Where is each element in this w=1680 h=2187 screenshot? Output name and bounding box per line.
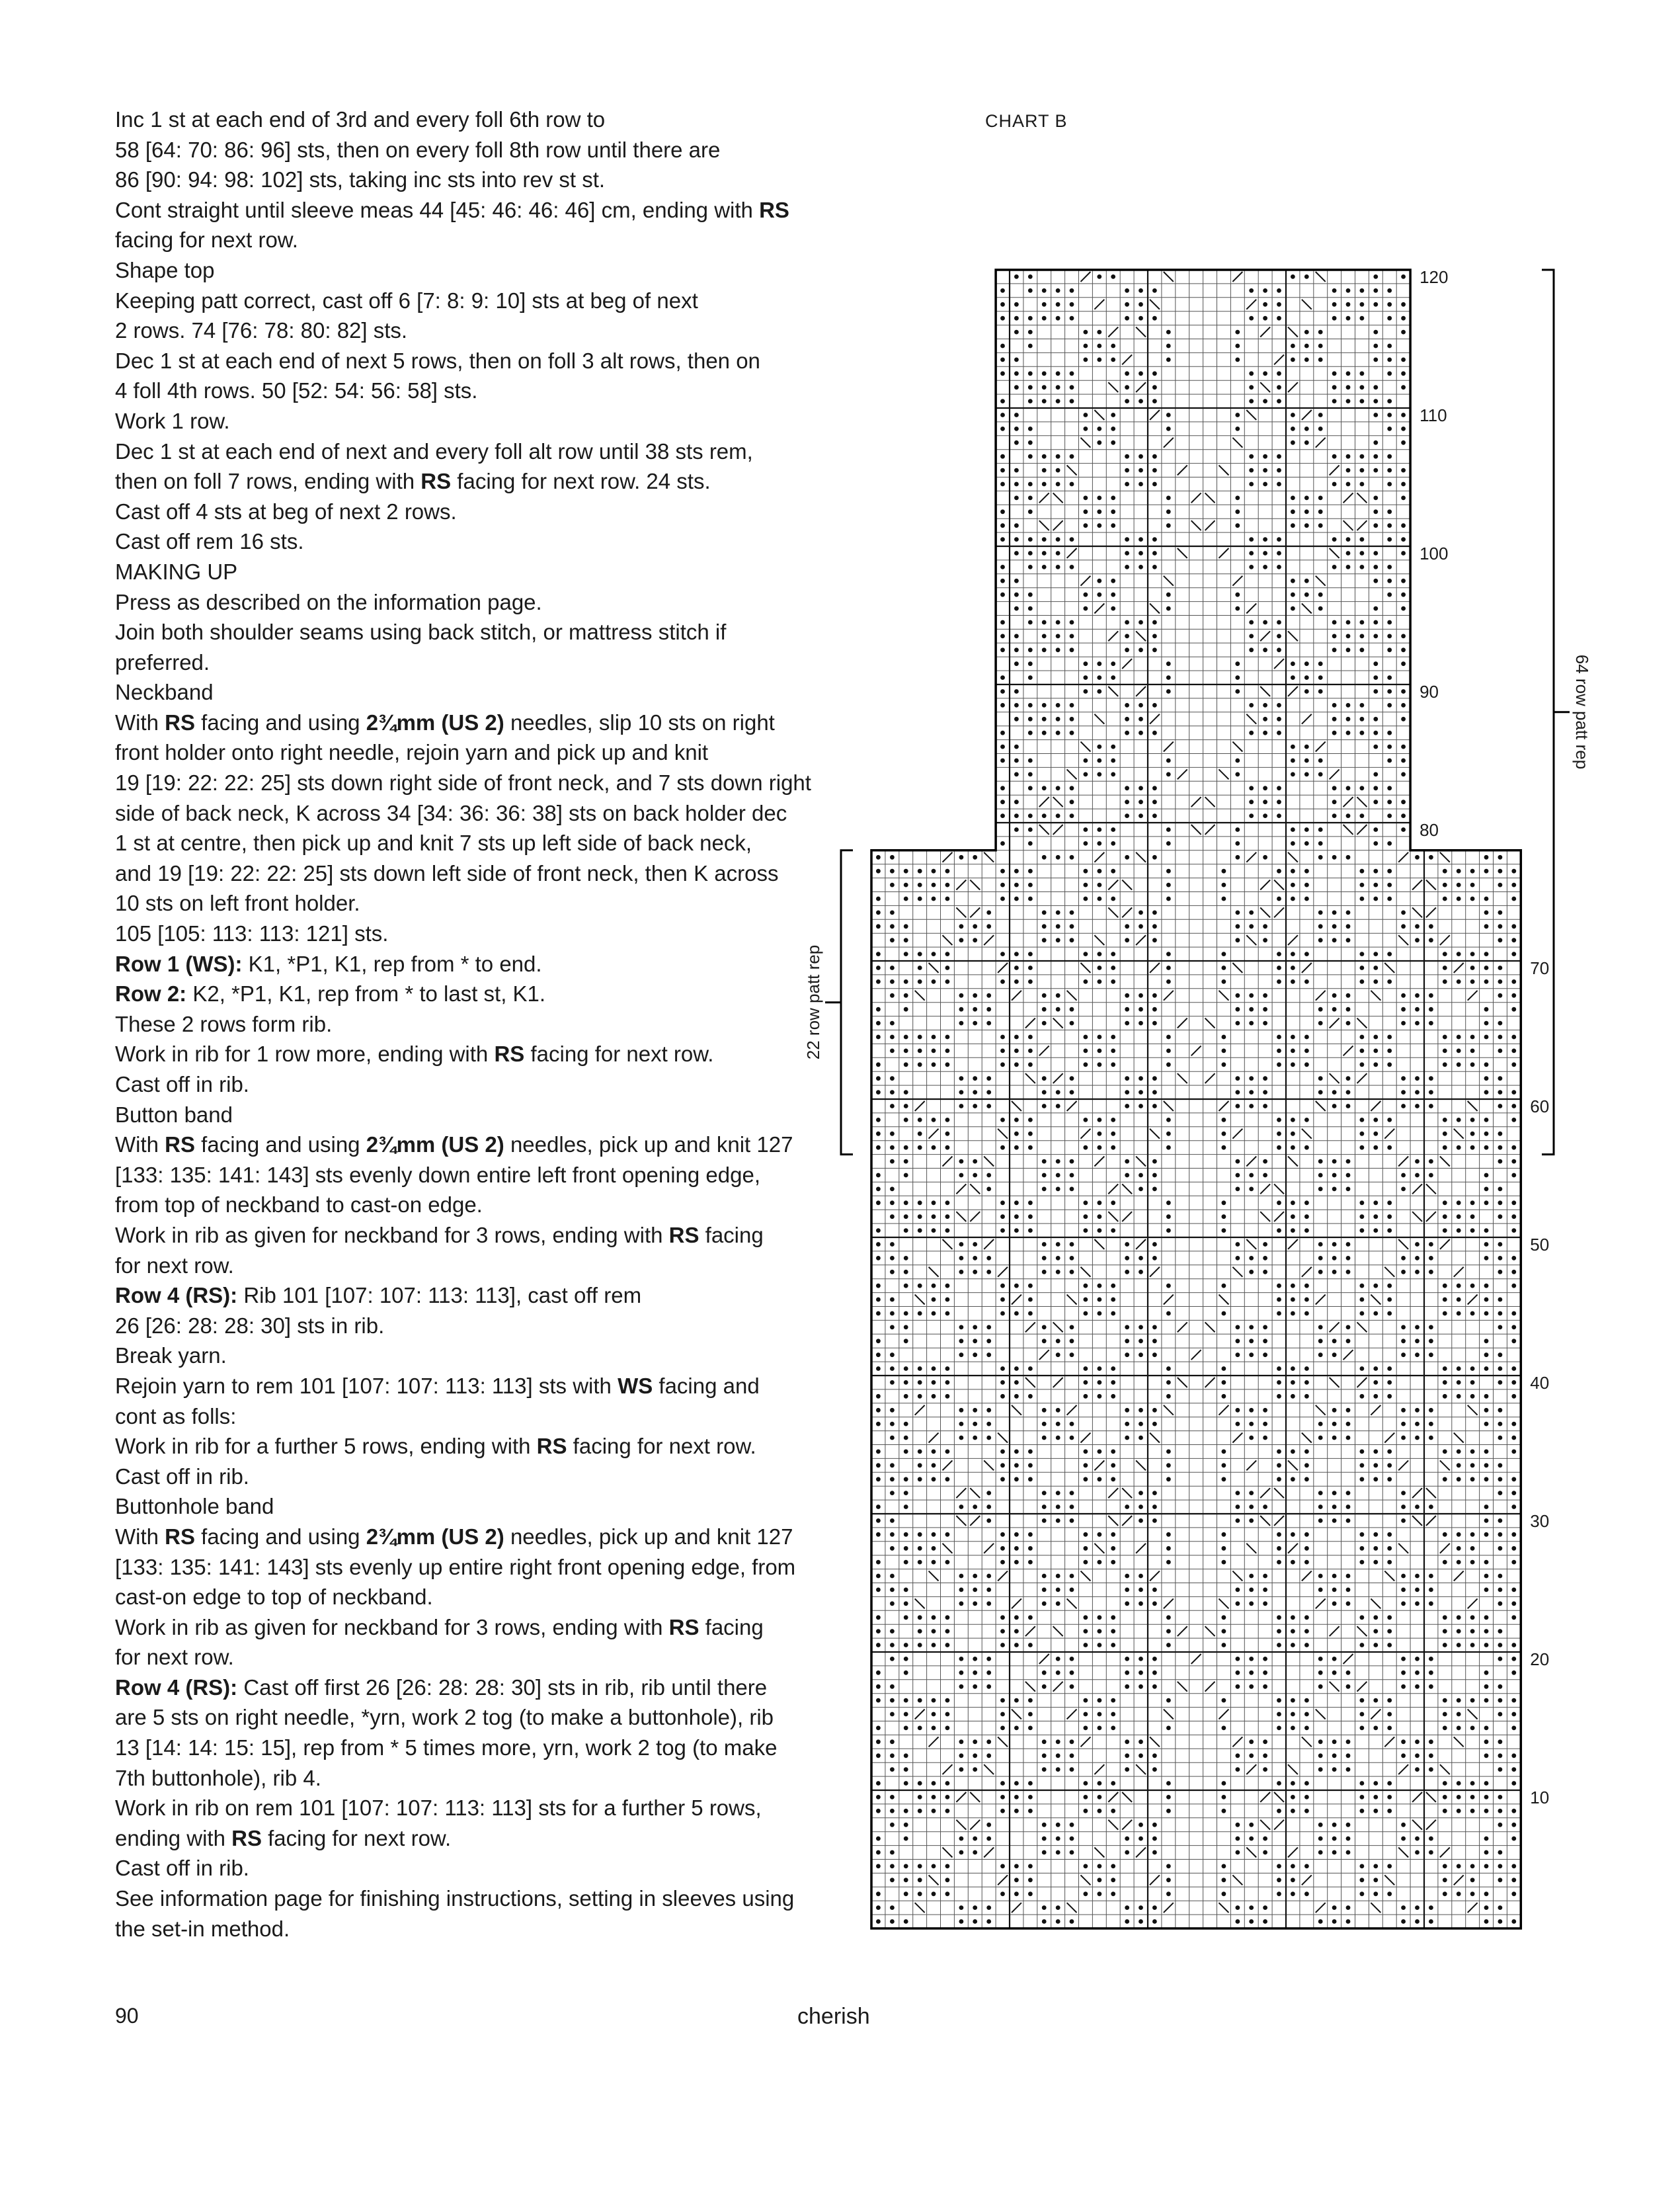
row-number-label: 40	[1530, 1373, 1550, 1393]
instruction-text: 58 [64: 70: 86: 96] sts, then on every foll 8th row until there are	[115, 137, 721, 162]
instruction-text: ending with	[115, 1825, 232, 1850]
instruction-text: facing for next row.	[524, 1042, 714, 1067]
emphasis-text: RS	[165, 1524, 196, 1549]
emphasis-text: Row 4 (RS):	[115, 1283, 238, 1308]
instruction-text: K1, *P1, K1, rep from * to end.	[242, 951, 542, 976]
emphasis-text: WS	[618, 1373, 653, 1398]
instruction-text: See information page for finishing instructions, setting in sleeves using	[115, 1886, 795, 1911]
emphasis-text: RS	[165, 1132, 196, 1157]
rep-bracket-22	[825, 850, 853, 1155]
emphasis-text: 2¾mm (US 2)	[366, 1524, 504, 1549]
instruction-text: Cast off in rib.	[115, 1464, 249, 1489]
row-number-label: 50	[1530, 1235, 1550, 1255]
emphasis-text: 2¾mm (US 2)	[366, 710, 504, 735]
instruction-text: Work in rib as given for neckband for 3 rows, ending with	[115, 1614, 669, 1639]
instruction-text: Work in rib on rem 101 [107: 107: 113: 113] sts for a further 5 rows,	[115, 1795, 762, 1821]
instruction-text: front holder onto right needle, rejoin yarn and pick up and knit	[115, 740, 709, 765]
pattern-repeat-label: 64 row patt rep	[1572, 655, 1592, 770]
emphasis-text: RS	[668, 1614, 700, 1639]
instruction-text: 10 sts on left front holder.	[115, 891, 360, 916]
row-number-label: 10	[1530, 1788, 1550, 1807]
section-heading: Button band	[115, 1102, 233, 1127]
emphasis-text: RS	[231, 1825, 262, 1850]
instruction-text: Join both shoulder seams using back stitch, or mattress stitch if	[115, 620, 727, 645]
emphasis-text: RS	[759, 197, 789, 222]
rep-bracket-64	[1542, 270, 1570, 1155]
section-heading: Buttonhole band	[115, 1494, 274, 1519]
emphasis-text: RS	[494, 1042, 525, 1067]
instruction-text: Work in rib as given for neckband for 3 rows, ending with	[115, 1222, 669, 1247]
instruction-text: 19 [19: 22: 22: 25] sts down right side of front neck, and 7 sts down right	[115, 770, 811, 796]
row-number-label: 30	[1530, 1511, 1550, 1531]
instruction-text: Dec 1 st at each end of next and every foll alt row until 38 sts rem,	[115, 438, 753, 464]
emphasis-text: RS	[668, 1222, 700, 1247]
row-number-label: 80	[1420, 820, 1439, 840]
instruction-text: Cast off in rib.	[115, 1856, 249, 1881]
instruction-text: needles, pick up and knit 127	[504, 1524, 793, 1549]
instruction-text: Press as described on the information page.	[115, 589, 542, 614]
instruction-text: 86 [90: 94: 98: 102] sts, taking inc sts into rev st st.	[115, 167, 606, 192]
row-number-label: 110	[1420, 405, 1447, 425]
instruction-text: for next row.	[115, 1645, 234, 1670]
instruction-text: facing for next row.	[261, 1825, 452, 1850]
instruction-text: 1 st at centre, then pick up and knit 7 sts up left side of back neck,	[115, 831, 752, 856]
emphasis-text: Row 4 (RS):	[115, 1674, 238, 1700]
emphasis-text: RS	[420, 469, 452, 494]
instruction-text: These 2 rows form rib.	[115, 1011, 333, 1036]
instruction-text: 13 [14: 14: 15: 15], rep from * 5 times more, yrn, work 2 tog (to make	[115, 1735, 778, 1760]
instruction-text: needles, slip 10 sts on right	[504, 710, 775, 735]
instruction-text: With	[115, 1524, 165, 1549]
instruction-text: are 5 sts on right needle, *yrn, work 2 tog (to make a buttonhole), rib	[115, 1705, 774, 1730]
instruction-text: Cast off first 26 [26: 28: 28: 30] sts in rib, rib until there	[237, 1674, 768, 1700]
instruction-text: With	[115, 710, 165, 735]
emphasis-text: Row 1 (WS):	[115, 951, 243, 976]
row-number-label: 20	[1530, 1649, 1550, 1669]
instruction-text: the set-in method.	[115, 1916, 290, 1941]
row-number-label: 120	[1420, 267, 1449, 287]
chart-title: CHART B	[985, 111, 1068, 131]
instruction-text: Work in rib for 1 row more, ending with	[115, 1042, 495, 1067]
instruction-text: side of back neck, K across 34 [34: 36: 36: 38] sts on back holder dec	[115, 800, 787, 825]
instruction-text: Work in rib for a further 5 rows, ending with	[115, 1434, 537, 1459]
instruction-text: preferred.	[115, 649, 210, 675]
instruction-text: facing and using	[195, 1132, 366, 1157]
instruction-text: Keeping patt correct, cast off 6 [7: 8: 9: 10] sts at beg of next	[115, 288, 698, 313]
instruction-text: 26 [26: 28: 28: 30] sts in rib.	[115, 1313, 385, 1338]
instruction-text: K2, *P1, K1, rep from * to last st, K1.	[186, 981, 546, 1007]
instruction-text: from top of neckband to cast-on edge.	[115, 1192, 483, 1217]
instruction-text: facing and using	[195, 1524, 366, 1549]
instruction-text: [133: 135: 141: 143] sts evenly down entire left front opening edge,	[115, 1162, 761, 1187]
instruction-text: [133: 135: 141: 143] sts evenly up entire right front opening edge, from	[115, 1554, 796, 1579]
instruction-text: Cast off 4 sts at beg of next 2 rows.	[115, 499, 457, 524]
instruction-text: and 19 [19: 22: 22: 25] sts down left side of front neck, then K across	[115, 860, 779, 886]
instruction-text: needles, pick up and knit 127	[504, 1132, 793, 1157]
instruction-text: facing for next row.	[115, 227, 298, 253]
instruction-text: With	[115, 1132, 165, 1157]
instruction-text: Dec 1 st at each end of next 5 rows, then on foll 3 alt rows, then on	[115, 348, 760, 373]
instruction-text: facing and using	[195, 710, 366, 735]
instruction-text: Rejoin yarn to rem 101 [107: 107: 113: 113] sts with	[115, 1373, 618, 1398]
instruction-text: 105 [105: 113: 113: 121] sts.	[115, 921, 389, 946]
emphasis-text: RS	[165, 710, 196, 735]
row-number-label: 100	[1420, 544, 1449, 563]
instruction-text: 4 foll 4th rows. 50 [52: 54: 56: 58] sts.	[115, 378, 478, 403]
instruction-text: for next row.	[115, 1253, 234, 1278]
instruction-text: facing	[699, 1614, 764, 1639]
instruction-text: Inc 1 st at each end of 3rd and every foll 6th row to	[115, 107, 606, 132]
instruction-text: Break yarn.	[115, 1343, 227, 1368]
emphasis-text: RS	[536, 1434, 567, 1459]
instruction-text: then on foll 7 rows, ending with	[115, 469, 421, 494]
instruction-text: facing	[699, 1222, 764, 1247]
instruction-text: 7th buttonhole), rib 4.	[115, 1765, 321, 1790]
instruction-text: Cast off rem 16 sts.	[115, 529, 304, 554]
emphasis-text: Row 2:	[115, 981, 187, 1007]
pattern-repeat-label: 22 row patt rep	[803, 944, 823, 1060]
section-heading: MAKING UP	[115, 559, 238, 584]
instruction-text: Rib 101 [107: 107: 113: 113], cast off rem	[237, 1283, 642, 1308]
section-heading: Shape top	[115, 257, 215, 282]
row-number-label: 70	[1530, 958, 1550, 978]
instruction-text: cont as folls:	[115, 1403, 237, 1428]
row-number-label: 90	[1420, 682, 1439, 702]
instruction-text: 2 rows. 74 [76: 78: 80: 82] sts.	[115, 318, 408, 343]
instruction-text: Work 1 row.	[115, 408, 230, 433]
instruction-text: Cast off in rib.	[115, 1072, 249, 1096]
section-heading: Neckband	[115, 680, 214, 705]
row-number-label: 60	[1530, 1096, 1550, 1116]
emphasis-text: 2¾mm (US 2)	[366, 1132, 504, 1157]
decrease-stitch-symbols	[915, 272, 1478, 1913]
instruction-text: facing for next row.	[567, 1434, 756, 1459]
instruction-text: Cont straight until sleeve meas 44 [45: 46: 46: 46] cm, ending with	[115, 197, 760, 222]
instruction-text: cast-on edge to top of neckband.	[115, 1585, 433, 1610]
footer-title: cherish	[797, 2004, 870, 2029]
instruction-text: facing for next row. 24 sts.	[451, 469, 711, 494]
page-number: 90	[115, 2004, 139, 2028]
instruction-text: facing and	[653, 1373, 760, 1398]
